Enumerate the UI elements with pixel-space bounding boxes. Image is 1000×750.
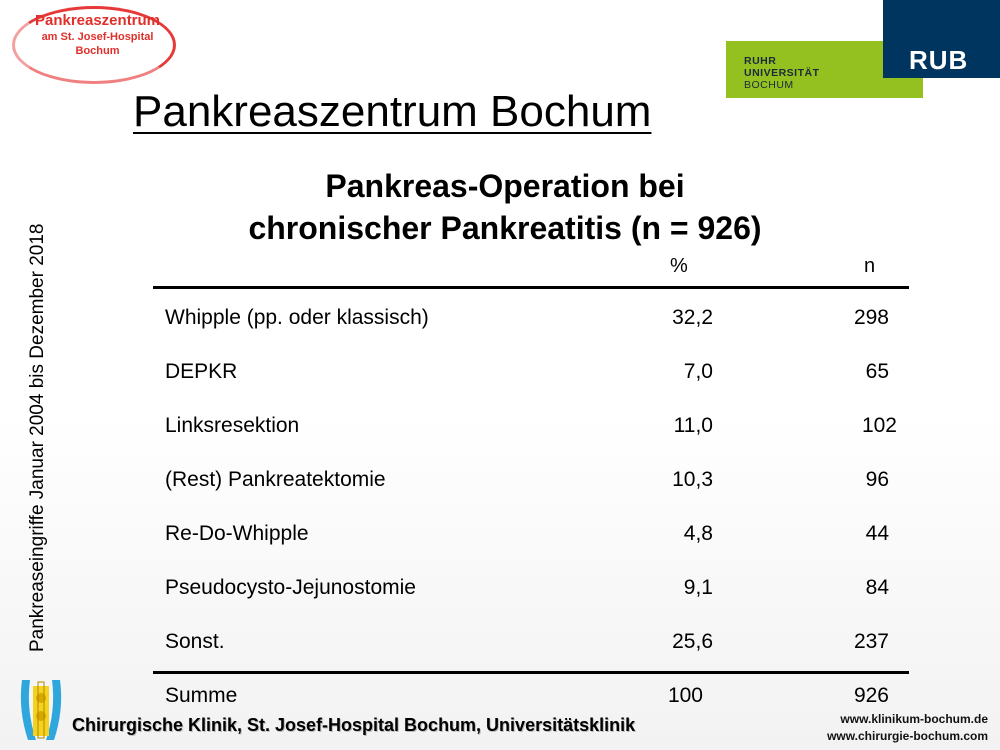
rub-line-3: BOCHUM xyxy=(744,79,794,91)
table-top-rule xyxy=(153,286,909,289)
rub-line-1: RUHR xyxy=(744,55,777,67)
table-row xyxy=(0,360,1000,390)
row-n: 237 xyxy=(853,630,889,653)
row-label: (Rest) Pankreatektomie xyxy=(165,468,386,491)
row-percent: 9,1 xyxy=(683,576,713,599)
page-title: Pankreaszentrum Bochum xyxy=(133,87,652,136)
website-link-chirurgie[interactable]: www.chirurgie-bochum.com xyxy=(827,729,988,743)
logo-line-3: Bochum xyxy=(75,45,120,57)
rub-line-2: UNIVERSITÄT xyxy=(744,67,820,79)
row-label: Whipple (pp. oder klassisch) xyxy=(165,306,429,329)
row-percent: 25,6 xyxy=(672,630,713,653)
table-title xyxy=(150,165,860,249)
hospital-emblem-icon xyxy=(16,676,66,744)
table-row xyxy=(0,630,1000,660)
row-n: 65 xyxy=(865,360,889,383)
table-row xyxy=(0,522,1000,552)
row-label: DEPKR xyxy=(165,360,238,383)
table-row xyxy=(0,306,1000,336)
logo-line-1: Pankreaszentrum xyxy=(34,12,161,29)
row-label: Sonst. xyxy=(165,630,225,653)
table-total-row xyxy=(0,684,1000,714)
row-percent: 32,2 xyxy=(672,306,713,329)
table-row xyxy=(0,414,1000,444)
row-percent: 7,0 xyxy=(683,360,713,383)
table-title-line-2: chronischer Pankreatitis (n = 926) xyxy=(248,210,762,246)
row-n: 96 xyxy=(865,468,889,491)
row-percent: 4,8 xyxy=(683,522,713,545)
total-label: Summe xyxy=(165,684,238,707)
row-label: Linksresektion xyxy=(165,414,300,437)
row-n: 298 xyxy=(853,306,889,329)
row-label: Pseudocysto-Jejunostomie xyxy=(165,576,416,599)
table-row xyxy=(0,576,1000,606)
total-n: 926 xyxy=(853,684,889,707)
table-total-rule xyxy=(153,671,909,674)
row-n: 44 xyxy=(865,522,889,545)
rub-logo xyxy=(883,0,1000,78)
row-percent: 11,0 xyxy=(673,414,713,437)
column-header-n: n xyxy=(864,255,876,277)
row-n: 84 xyxy=(865,576,889,599)
logo-text xyxy=(30,12,165,58)
period-side-label: Pankreaseingriffe Januar 2004 bis Dezember 2018 xyxy=(27,223,48,652)
row-n: 102 xyxy=(861,414,897,437)
row-label: Re-Do-Whipple xyxy=(165,522,309,545)
logo-line-2: am St. Josef-Hospital xyxy=(41,31,154,43)
rub-logo-text: RUB xyxy=(909,45,969,75)
column-header-percent: % xyxy=(670,255,688,277)
row-percent: 10,3 xyxy=(672,468,713,491)
clinic-footer: Chirurgische Klinik, St. Josef-Hospital Bochum, Universitätsklinik xyxy=(72,715,636,735)
table-row xyxy=(0,468,1000,498)
total-percent: 100 xyxy=(667,684,703,707)
website-link-klinikum[interactable]: www.klinikum-bochum.de xyxy=(840,712,988,726)
table-title-line-1: Pankreas-Operation bei xyxy=(325,168,685,204)
